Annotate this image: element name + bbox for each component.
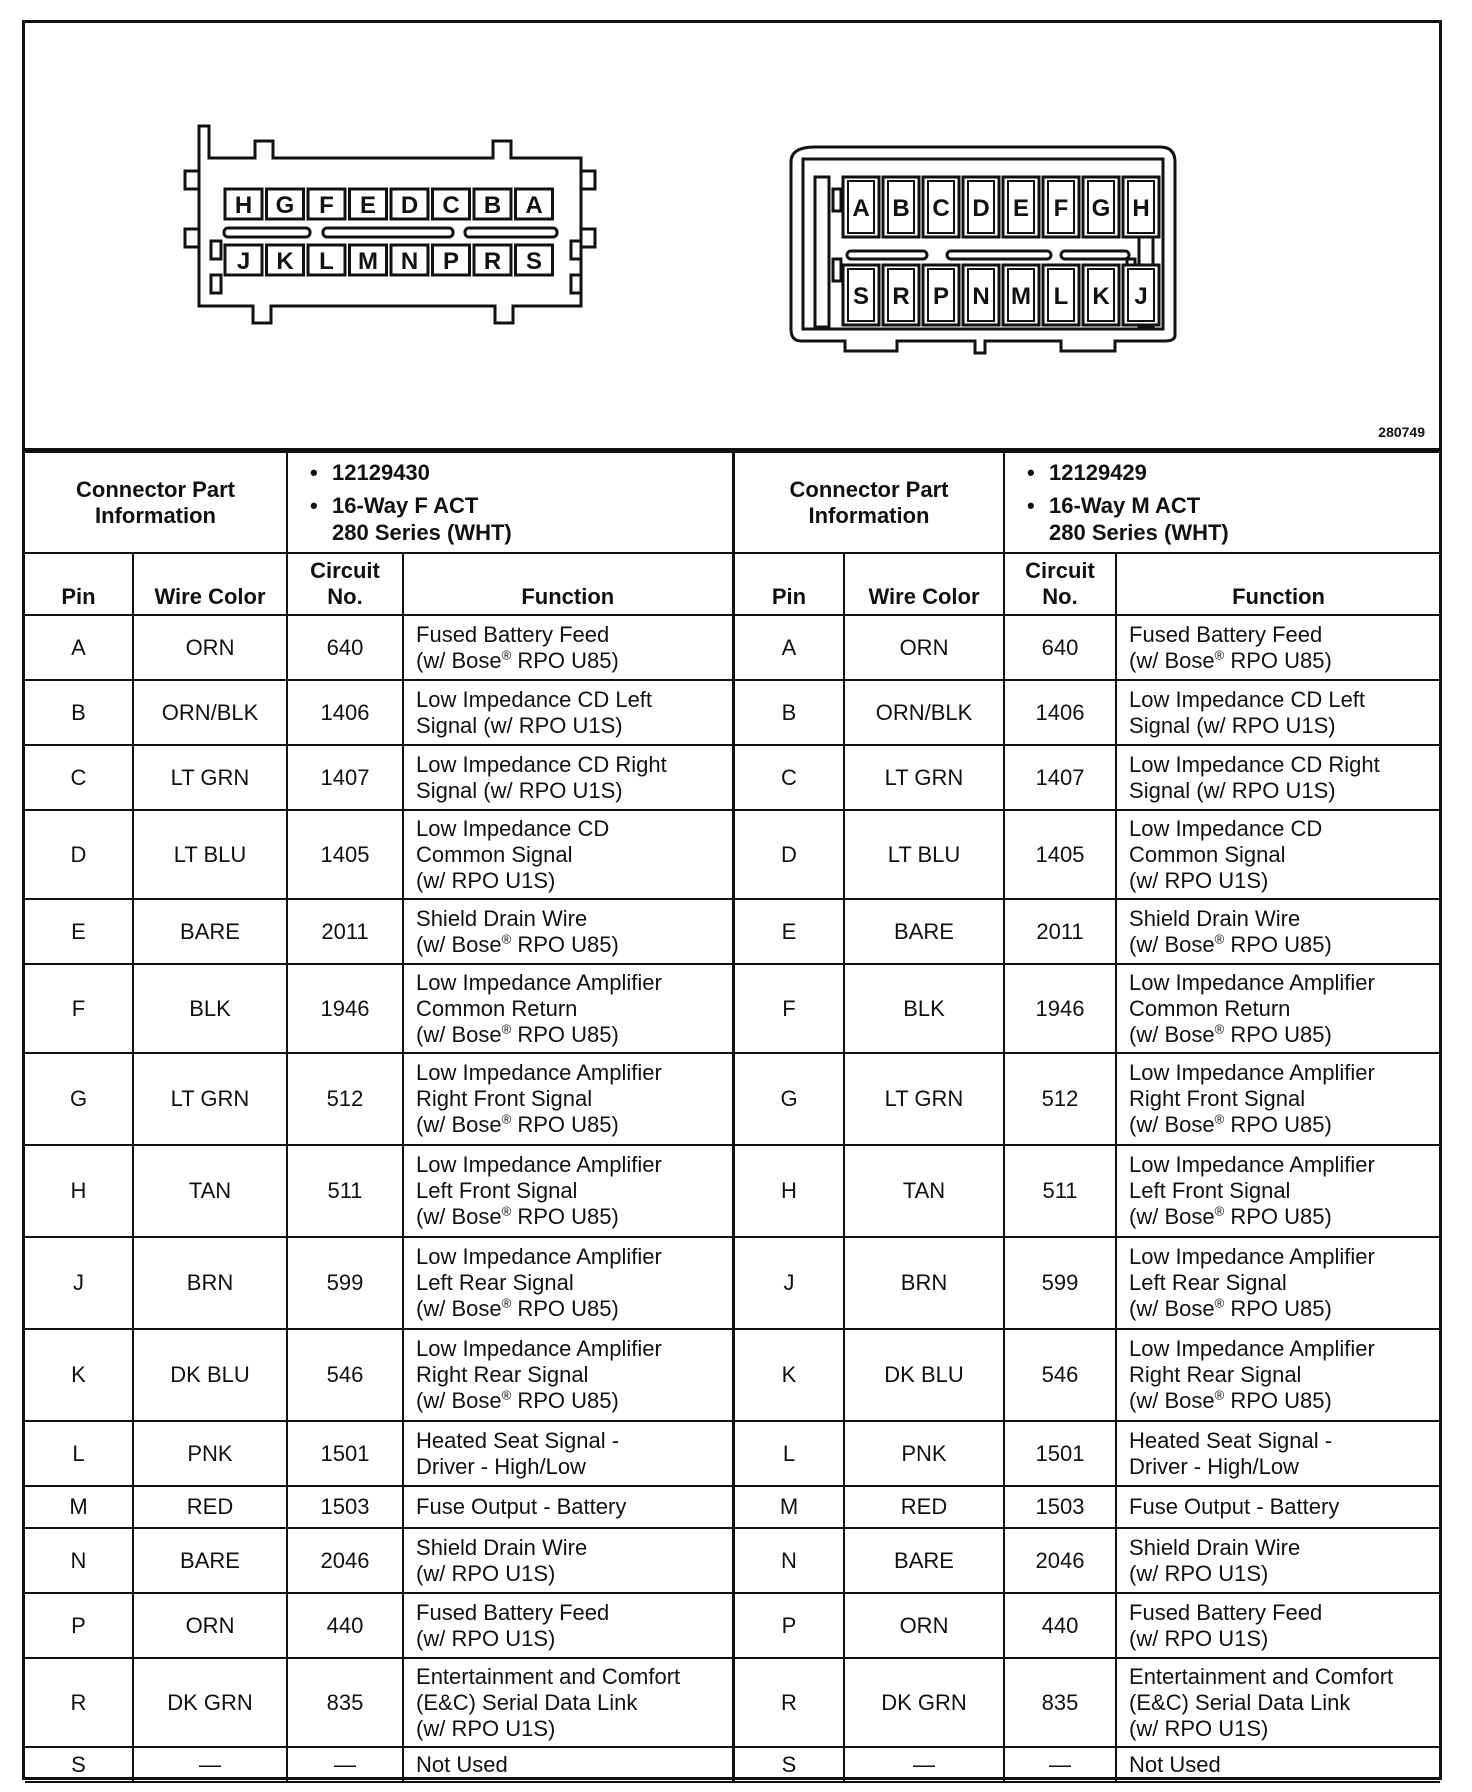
part-info-label: Connector Part Information [734,452,1004,553]
table-row [734,1237,1440,1329]
function-line: Low Impedance Amplifier [1129,1336,1375,1361]
circuit-cell: 599 [1004,1237,1116,1329]
function-line: Low Impedance Amplifier [416,969,662,995]
function-line: Low Impedance CD [416,815,610,841]
right-pin-label: G [1091,195,1111,222]
connector-series: 280 Series (WHT) [332,520,512,545]
wire-color-cell: BARE [844,899,1004,964]
wire-color-cell: BARE [844,1528,1004,1593]
left-pin-label: F [319,192,334,219]
function-cell [403,1747,733,1782]
function-line: (w/ Bose® RPO U85) [1129,1387,1332,1413]
wire-color-cell: DK GRN [844,1658,1004,1747]
connector-diagram-area [25,23,1439,451]
function-cell [1116,1658,1440,1747]
circuit-cell: 1946 [287,964,403,1053]
circuit-cell: 1407 [1004,745,1116,810]
table-row [25,810,733,899]
circuit-cell: 1407 [287,745,403,810]
function-line: Shield Drain Wire [416,1534,588,1560]
header-row [734,553,1440,615]
function-cell [1116,1747,1440,1782]
right-pin-label: J [1134,283,1148,310]
right-pin-label: A [852,195,870,222]
pin-cell: S [25,1747,133,1782]
function-line: (w/ Bose® RPO U85) [1129,1111,1332,1137]
function-line: Shield Drain Wire [1129,905,1301,931]
table-row [25,680,733,745]
part-number: • 12129430 [332,459,732,486]
part-info-row [734,452,1440,553]
header-function: Function [1116,553,1440,615]
pin-cell: E [734,899,844,964]
table-row [734,1593,1440,1658]
function-line: (w/ Bose® RPO U85) [416,1021,619,1047]
function-line: Low Impedance Amplifier [416,1152,662,1177]
circuit-cell: 512 [287,1053,403,1145]
wire-color-cell: DK BLU [844,1329,1004,1421]
function-line: Low Impedance CD Right [1129,751,1380,777]
left-pin-label: H [234,192,253,219]
circuit-cell: — [1004,1747,1116,1782]
connector-description: • 16-Way F ACT [332,492,732,519]
function-cell [1116,615,1440,680]
circuit-cell: 546 [287,1329,403,1421]
wire-color-cell: ORN/BLK [133,680,287,745]
table-row [734,1145,1440,1237]
table-row [25,899,733,964]
left-pin-label: G [275,192,295,219]
right-pin-label: D [972,195,990,222]
function-cell [1116,1237,1440,1329]
pin-cell: A [734,615,844,680]
function-line: (w/ Bose® RPO U85) [416,1111,619,1137]
wire-color-cell: LT GRN [844,745,1004,810]
wire-color-cell: LT GRN [133,745,287,810]
circuit-cell: 511 [1004,1145,1116,1237]
right-pin-label: H [1132,195,1150,222]
table-row [734,1658,1440,1747]
circuit-cell: 511 [287,1145,403,1237]
left-pin-label: K [276,248,294,275]
circuit-cell: 1503 [1004,1486,1116,1528]
table-row [25,1593,733,1658]
part-info-row [25,452,733,553]
function-cell [1116,1528,1440,1593]
pin-cell: G [25,1053,133,1145]
header-row [25,553,733,615]
pin-cell: F [25,964,133,1053]
right-pin-label: F [1053,195,1069,222]
function-line: Heated Seat Signal - [1129,1427,1333,1453]
right-pin-label: C [932,195,950,222]
wire-color-cell: — [844,1747,1004,1782]
function-line: Fused Battery Feed [416,1599,610,1625]
right-pin-label: P [932,283,950,310]
pin-cell: P [25,1593,133,1658]
function-cell [1116,964,1440,1053]
function-cell [403,1237,733,1329]
circuit-cell: 1405 [287,810,403,899]
function-line: Common Return [416,995,578,1021]
function-cell [403,1145,733,1237]
circuit-cell: 835 [287,1658,403,1747]
pin-cell: M [734,1486,844,1528]
right-pin-label: R [892,283,910,310]
function-cell [1116,1593,1440,1658]
table-row [25,745,733,810]
function-line: (w/ Bose® RPO U85) [1129,1021,1332,1047]
table-row [734,1486,1440,1528]
function-line: Left Rear Signal [1129,1270,1287,1295]
right-pin-label: E [1012,195,1030,222]
function-cell [403,1528,733,1593]
right-pin-label: S [852,283,870,310]
pinout-rows-right [734,615,1440,1782]
function-cell [403,615,733,680]
connector-left-diagram [185,126,595,323]
function-cell [403,964,733,1053]
function-line: Driver - High/Low [416,1453,586,1479]
table-row [25,615,733,680]
table-row [25,964,733,1053]
part-info-details [1004,452,1440,553]
table-row [734,810,1440,899]
function-line: (w/ Bose® RPO U85) [416,1295,619,1321]
header-pin: Pin [25,553,133,615]
table-row [734,615,1440,680]
part-info-details [287,452,733,553]
left-pin-label: C [442,192,460,219]
function-cell [403,899,733,964]
function-line: Low Impedance Amplifier [1129,1152,1375,1177]
circuit-cell: 1503 [287,1486,403,1528]
function-line: (E&C) Serial Data Link [1129,1689,1351,1715]
function-cell [403,1329,733,1421]
pin-cell: C [25,745,133,810]
table-row [734,680,1440,745]
function-line: (w/ Bose® RPO U85) [1129,1295,1332,1321]
function-line: Shield Drain Wire [416,905,588,931]
circuit-cell: 546 [1004,1329,1116,1421]
left-pin-label: S [525,248,543,275]
wire-color-cell: BRN [133,1237,287,1329]
pinout-table-left [25,451,735,1783]
function-line: Low Impedance Amplifier [1129,1060,1375,1085]
circuit-cell: 2046 [1004,1528,1116,1593]
pin-cell: D [734,810,844,899]
wire-color-cell: PNK [844,1421,1004,1486]
table-row [25,1528,733,1593]
function-line: (w/ Bose® RPO U85) [416,931,619,957]
header-pin: Pin [734,553,844,615]
circuit-cell: — [287,1747,403,1782]
right-pin-label: K [1092,283,1110,310]
function-line: (w/ RPO U1S) [1129,1560,1269,1586]
function-line: Shield Drain Wire [1129,1534,1301,1560]
table-row [25,1145,733,1237]
function-line: (w/ Bose® RPO U85) [1129,647,1332,673]
right-pin-label: N [972,283,990,310]
function-line: (w/ Bose® RPO U85) [416,1203,619,1229]
function-cell [403,745,733,810]
wire-color-cell: DK BLU [133,1329,287,1421]
pin-cell: J [734,1237,844,1329]
table-row [25,1421,733,1486]
function-cell [403,1486,733,1528]
function-cell [1116,1421,1440,1486]
table-row [25,1486,733,1528]
connector-series: 280 Series (WHT) [1049,520,1229,545]
pin-cell: C [734,745,844,810]
left-pin-label: E [359,192,377,219]
pin-cell: H [25,1145,133,1237]
right-pin-label: B [892,195,910,222]
connector-diagrams [25,23,1439,448]
pin-cell: B [25,680,133,745]
pin-cell: P [734,1593,844,1658]
function-line: (w/ Bose® RPO U85) [416,1387,619,1413]
document-frame [22,20,1442,1780]
function-line: Common Return [1129,995,1291,1021]
table-row [734,1053,1440,1145]
circuit-cell: 1501 [1004,1421,1116,1486]
function-line: (w/ RPO U1S) [1129,1715,1269,1741]
function-cell [403,810,733,899]
function-line: Common Signal [1129,841,1286,867]
function-line: Right Front Signal [416,1086,593,1111]
wire-color-cell: RED [133,1486,287,1528]
left-pin-label: A [525,192,543,219]
table-row [734,899,1440,964]
wire-color-cell: BRN [844,1237,1004,1329]
circuit-cell: 440 [1004,1593,1116,1658]
left-pin-label: B [483,192,502,219]
circuit-cell: 2011 [1004,899,1116,964]
connector-description: • 16-Way M ACT [1049,492,1440,519]
function-line: Fuse Output - Battery [416,1494,627,1519]
pin-cell: J [25,1237,133,1329]
function-line: Left Rear Signal [416,1270,574,1295]
wire-color-cell: LT GRN [844,1053,1004,1145]
table-row [734,745,1440,810]
pin-cell: B [734,680,844,745]
pin-cell: L [734,1421,844,1486]
function-cell [1116,745,1440,810]
right-pin-label: M [1011,283,1031,310]
part-number: • 12129429 [1049,459,1440,486]
circuit-cell: 1406 [287,680,403,745]
function-cell [403,680,733,745]
function-line: Fuse Output - Battery [1129,1494,1340,1519]
wire-color-cell: BARE [133,899,287,964]
left-pin-label: N [400,248,419,275]
header-wire-color: Wire Color [844,553,1004,615]
pin-cell: F [734,964,844,1053]
wire-color-cell: PNK [133,1421,287,1486]
right-pin-label: L [1053,283,1069,310]
pin-cell: N [25,1528,133,1593]
pin-cell: M [25,1486,133,1528]
left-pin-label: R [483,248,502,275]
header-circuit: Circuit No. [287,553,403,615]
function-line: (w/ RPO U1S) [416,1625,556,1651]
pin-cell: K [25,1329,133,1421]
function-line: Fused Battery Feed [1129,1599,1323,1625]
function-cell [403,1658,733,1747]
table-row [25,1747,733,1782]
table-row [25,1237,733,1329]
table-row [25,1329,733,1421]
function-line: Entertainment and Comfort [1129,1663,1394,1689]
function-line: Right Front Signal [1129,1086,1306,1111]
function-line: Low Impedance CD Left [416,686,653,712]
left-pin-label: D [400,192,419,219]
circuit-cell: 512 [1004,1053,1116,1145]
function-line: Low Impedance Amplifier [1129,1244,1375,1269]
function-cell [1116,1486,1440,1528]
function-line: Entertainment and Comfort [416,1663,681,1689]
function-line: (w/ RPO U1S) [416,1560,556,1586]
function-line: (w/ RPO U1S) [416,1715,556,1741]
function-line: Low Impedance Amplifier [416,1244,662,1269]
pinout-table-right [733,451,1440,1783]
table-row [734,964,1440,1053]
function-cell [403,1421,733,1486]
wire-color-cell: DK GRN [133,1658,287,1747]
table-row [25,1658,733,1747]
circuit-cell: 1406 [1004,680,1116,745]
function-line: Not Used [1129,1751,1221,1777]
circuit-cell: 640 [287,615,403,680]
wire-color-cell: ORN/BLK [844,680,1004,745]
wire-color-cell: ORN [844,615,1004,680]
circuit-cell: 640 [1004,615,1116,680]
function-line: Signal (w/ RPO U1S) [416,777,623,803]
table-row [734,1528,1440,1593]
wire-color-cell: ORN [844,1593,1004,1658]
function-line: Fused Battery Feed [416,621,610,647]
circuit-cell: 1946 [1004,964,1116,1053]
wire-color-cell: ORN [133,1593,287,1658]
pin-cell: R [25,1658,133,1747]
figure-number: 280749 [1378,424,1425,440]
header-circuit: Circuit No. [1004,553,1116,615]
table-row [734,1421,1440,1486]
function-cell [403,1593,733,1658]
wire-color-cell: — [133,1747,287,1782]
function-line: Right Rear Signal [1129,1362,1302,1387]
function-line: Left Front Signal [416,1178,578,1203]
circuit-cell: 599 [287,1237,403,1329]
header-wire-color: Wire Color [133,553,287,615]
function-line: Signal (w/ RPO U1S) [1129,777,1336,803]
wire-color-cell: BARE [133,1528,287,1593]
wire-color-cell: TAN [844,1145,1004,1237]
table-row [734,1329,1440,1421]
part-info-label: Connector Part Information [25,452,287,553]
circuit-cell: 2011 [287,899,403,964]
function-line: Low Impedance CD Left [1129,686,1366,712]
wire-color-cell: ORN [133,615,287,680]
pin-cell: D [25,810,133,899]
function-line: Low Impedance Amplifier [416,1336,662,1361]
wire-color-cell: LT BLU [844,810,1004,899]
function-line: Low Impedance Amplifier [416,1060,662,1085]
function-cell [1116,1053,1440,1145]
function-line: Signal (w/ RPO U1S) [416,712,623,738]
circuit-cell: 440 [287,1593,403,1658]
function-line: (w/ Bose® RPO U85) [1129,1203,1332,1229]
wire-color-cell: RED [844,1486,1004,1528]
pin-cell: R [734,1658,844,1747]
left-pin-label: L [319,248,334,275]
pin-cell: G [734,1053,844,1145]
function-line: Fused Battery Feed [1129,621,1323,647]
pinout-rows-left [25,615,733,1782]
function-line: (w/ Bose® RPO U85) [416,647,619,673]
function-line: Left Front Signal [1129,1178,1291,1203]
function-line: Low Impedance CD Right [416,751,667,777]
left-pin-label: J [236,248,251,275]
pin-cell: S [734,1747,844,1782]
function-cell [1116,1329,1440,1421]
circuit-cell: 835 [1004,1658,1116,1747]
function-cell [1116,1145,1440,1237]
function-cell [1116,810,1440,899]
function-line: (w/ RPO U1S) [416,867,556,893]
function-line: Not Used [416,1751,508,1777]
table-row [734,1747,1440,1782]
pin-cell: L [25,1421,133,1486]
table-row [25,1053,733,1145]
wire-color-cell: TAN [133,1145,287,1237]
pin-cell: H [734,1145,844,1237]
circuit-cell: 2046 [287,1528,403,1593]
function-line: Right Rear Signal [416,1362,589,1387]
left-pin-label: M [358,248,378,275]
circuit-cell: 1405 [1004,810,1116,899]
pin-cell: A [25,615,133,680]
pin-cell: K [734,1329,844,1421]
function-cell [1116,680,1440,745]
function-line: Heated Seat Signal - [416,1427,620,1453]
function-line: Low Impedance Amplifier [1129,969,1375,995]
left-pin-label: P [442,248,460,275]
pin-cell: N [734,1528,844,1593]
header-function: Function [403,553,733,615]
pin-cell: E [25,899,133,964]
wire-color-cell: BLK [844,964,1004,1053]
function-line: Common Signal [416,841,573,867]
function-line: (w/ RPO U1S) [1129,867,1269,893]
function-line: Low Impedance CD [1129,815,1323,841]
wire-color-cell: LT BLU [133,810,287,899]
wire-color-cell: LT GRN [133,1053,287,1145]
function-line: Driver - High/Low [1129,1453,1299,1479]
function-line: (w/ Bose® RPO U85) [1129,931,1332,957]
function-line: Signal (w/ RPO U1S) [1129,712,1336,738]
function-line: (E&C) Serial Data Link [416,1689,638,1715]
wire-color-cell: BLK [133,964,287,1053]
function-cell [1116,899,1440,964]
circuit-cell: 1501 [287,1421,403,1486]
function-cell [403,1053,733,1145]
function-line: (w/ RPO U1S) [1129,1625,1269,1651]
